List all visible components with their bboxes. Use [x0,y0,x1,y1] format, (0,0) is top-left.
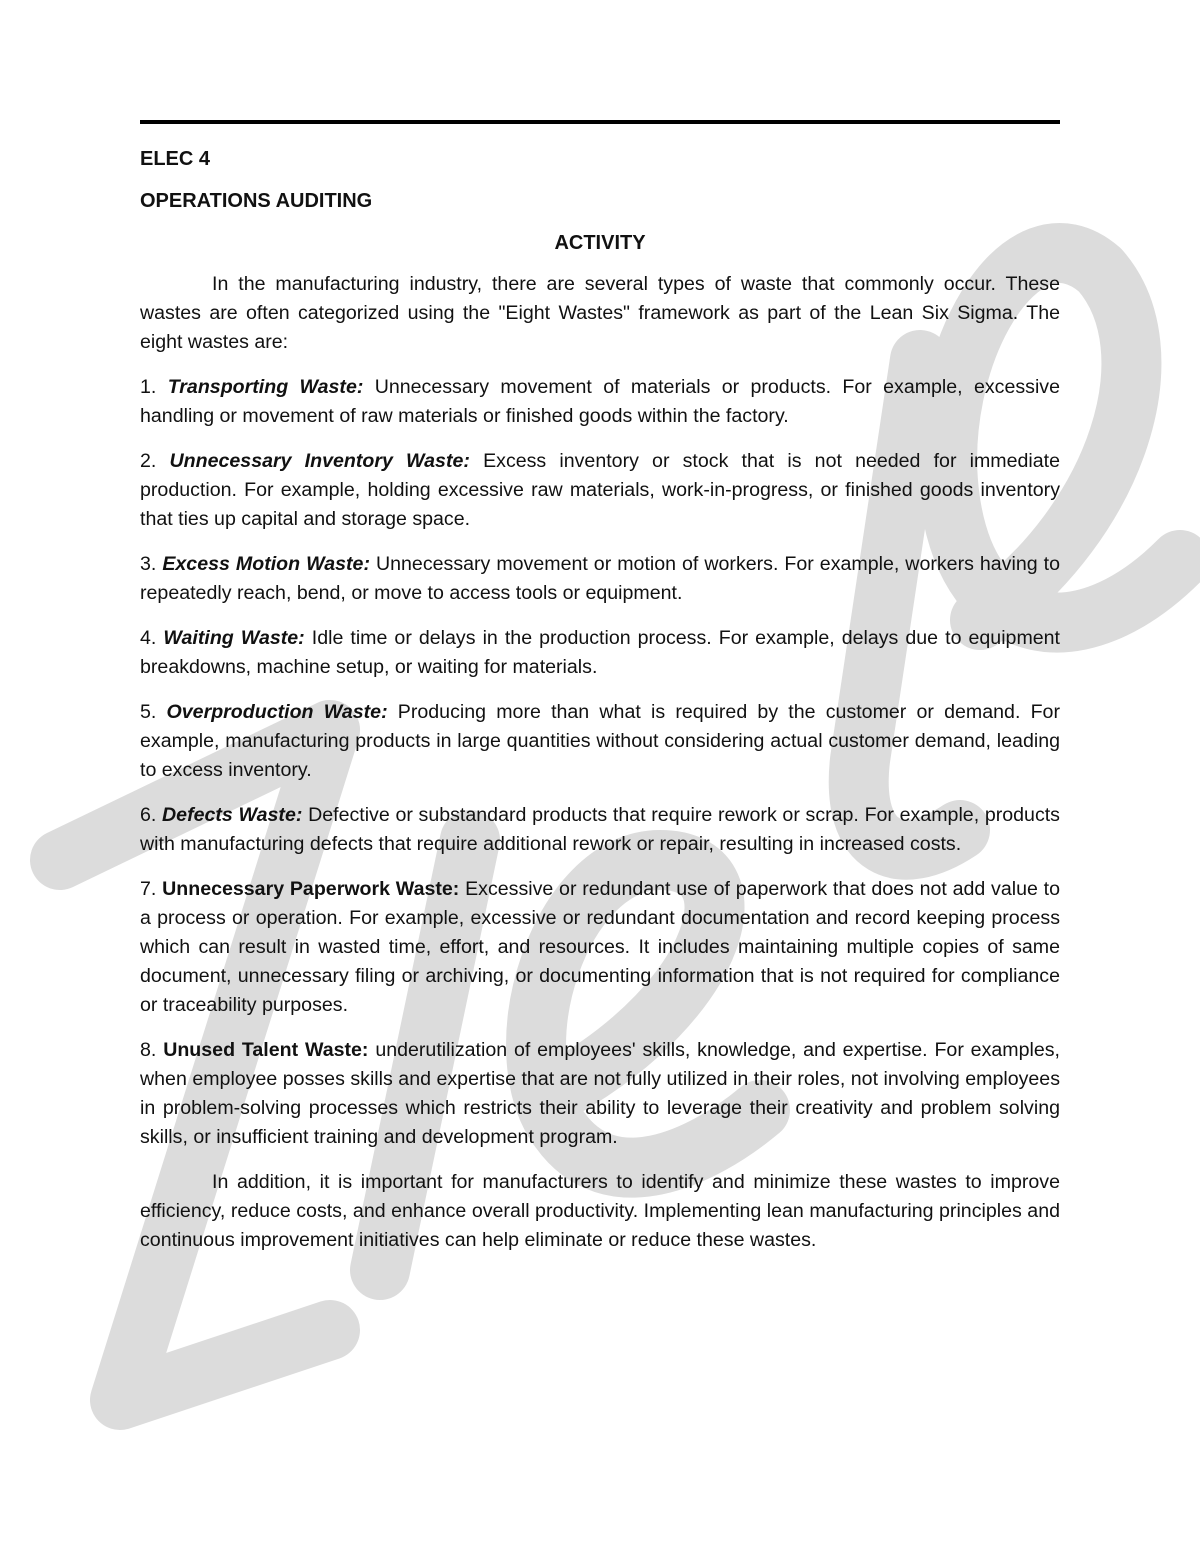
waste-term: Unused Talent Waste: [163,1039,369,1061]
waste-item-8 [140,1036,1060,1152]
activity-heading: ACTIVITY [554,232,646,254]
waste-description: Defective or substandard products that require rework or scrap. For example, products with manufacturing defects that require additional rework or repair, resulting in increased costs. [140,804,1060,855]
waste-number: 2. [140,450,157,472]
course-title: OPERATIONS AUDITING [140,190,373,212]
waste-description: Excess inventory or stock that is not needed for immediate production. For example, holding excessive raw materials, work-in-progress, or finished goods inventory that ties up capital and storage space. [140,450,1061,530]
waste-description: Unnecessary movement or motion of workers. For example, workers having to repeatedly reach, bend, or move to access tools or equipment. [140,553,1060,604]
waste-item-2 [140,447,1060,534]
waste-description: Idle time or delays in the production process. For example, delays due to equipment breakdowns, machine setup, or waiting for materials. [140,627,1060,678]
waste-term: Unnecessary Paperwork Waste: [162,878,460,900]
waste-number: 7. [140,878,157,900]
waste-description: underutilization of employees' skills, knowledge, and expertise. For examples, when employee posses skills and expertise that are not fully utilized in their roles, not involving employees in problem-solving processes which restricts their ability to leverage their creativity and problem solving skills, or insufficient training and development program. [140,1039,1060,1148]
waste-description: Excessive or redundant use of paperwork that does not add value to a process or operation. For example, excessive or redundant documentation and record keeping process which can result in wasted time, effort, and resources. It includes maintaining multiple copies of same document, unnecessary filing or archiving, or documenting information that is not required for compliance or traceability purposes. [140,878,1061,1016]
waste-term: Excess Motion Waste: [162,553,370,575]
waste-number: 4. [140,627,157,649]
waste-number: 8. [140,1039,157,1061]
waste-description: Unnecessary movement of materials or products. For example, excessive handling or movement of raw materials or finished goods within the factory. [140,376,1060,427]
waste-item-3 [140,550,1060,608]
waste-item-1 [140,373,1060,431]
waste-item-6 [140,801,1060,859]
waste-item-5 [140,698,1060,785]
waste-item-4 [140,624,1060,682]
waste-item-7 [140,875,1060,1020]
closing-paragraph: In addition, it is important for manufacturers to identify and minimize these wastes to improve efficiency, reduce costs, and enhance overall productivity. Implementing lean manufacturing principles and continuous improvement initiatives can help eliminate or reduce these wastes. [140,1171,1060,1251]
course-code: ELEC 4 [140,148,211,170]
waste-number: 6. [140,804,157,826]
waste-number: 5. [140,701,157,723]
waste-description: Producing more than what is required by the customer or demand. For example, manufacturing products in large quantities without considering actual customer demand, leading to excess inventory. [140,701,1060,781]
waste-term: Unnecessary Inventory Waste: [169,450,470,472]
intro-paragraph: In the manufacturing industry, there are several types of waste that commonly occur. These wastes are often categorized using the "Eight Wastes" framework as part of the Lean Six Sigma. The eight wastes are: [140,273,1060,353]
waste-number: 3. [140,553,157,575]
waste-term: Waiting Waste: [163,627,305,649]
document-page [140,120,1060,1255]
waste-term: Transporting Waste: [167,376,364,398]
header-rule [140,120,1060,124]
waste-term: Defects Waste: [162,804,303,826]
waste-number: 1. [140,376,157,398]
waste-term: Overproduction Waste: [166,701,388,723]
